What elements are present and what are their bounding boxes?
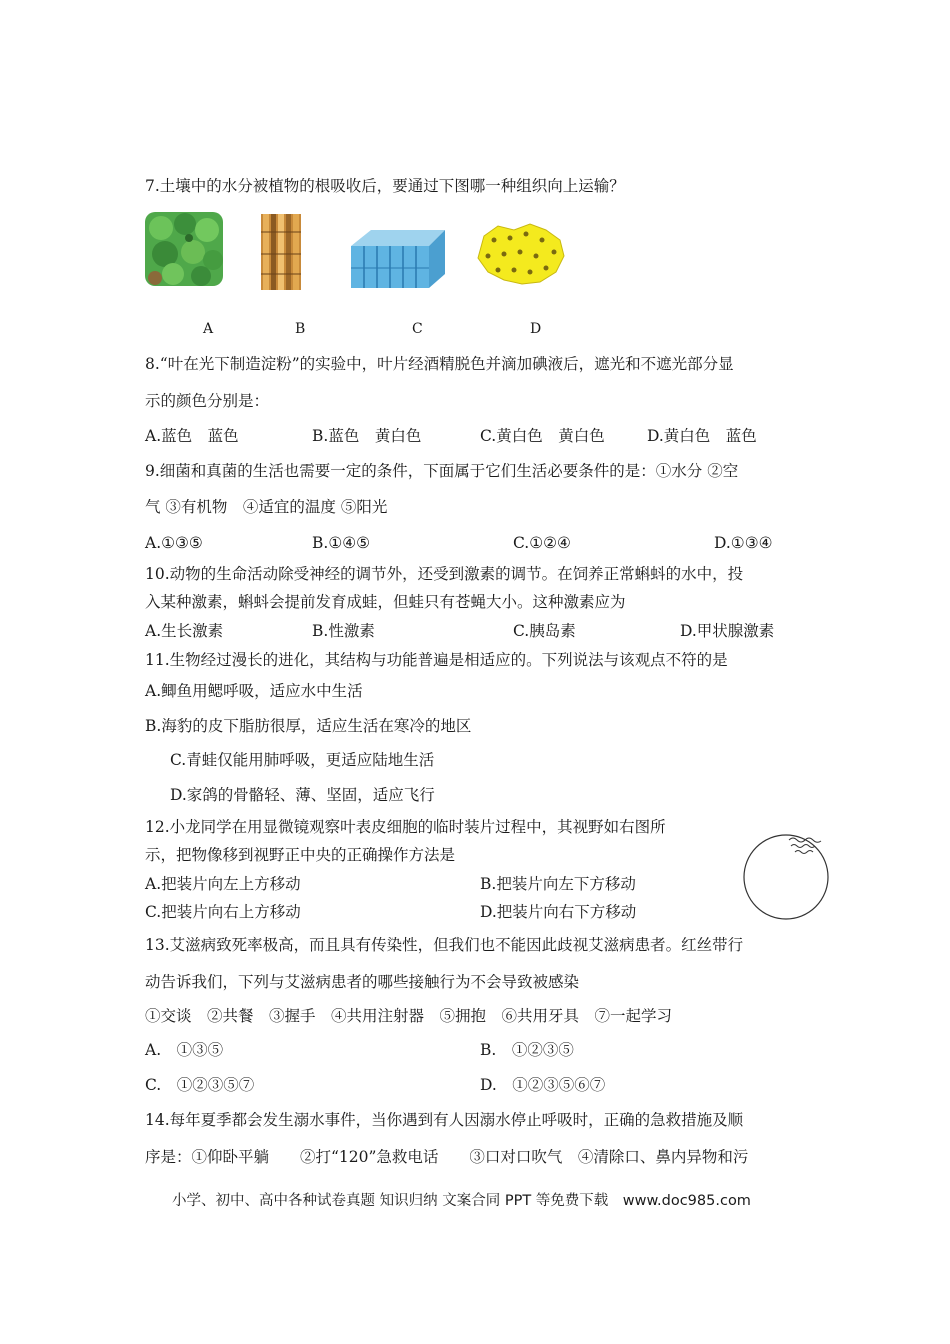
q13-option-d: D. ①②③⑤⑥⑦ [480,1076,606,1094]
tube-tissue-image-b [257,214,305,290]
yellow-tissue-image-d [474,222,566,286]
microscope-field-image [741,832,831,920]
q11-option-b: B.海豹的皮下脂肪很厚，适应生活在寒冷的地区 [145,717,472,735]
q11-option-c: C.青蛙仅能用肺呼吸，更适应陆地生活 [170,751,435,769]
q9-stem-line1: 9.细菌和真菌的生活也需要一定的条件，下面属于它们生活必要条件的是：①水分 ②空 [145,462,739,480]
q9-stem-line2: 气 ③有机物 ④适宜的温度 ⑤阳光 [145,498,388,516]
q7-stem: 7.土壤中的水分被植物的根吸收后，要通过下图哪一种组织向上运输？ [145,177,625,195]
q9-option-b: B.①④⑤ [312,534,371,552]
q9-option-c: C.①②④ [513,534,571,552]
q8-option-b: B.蓝色 黄白色 [312,427,422,445]
q8-stem-line1: 8.“叶在光下制造淀粉”的实验中，叶片经酒精脱色并滴加碘液后，遮光和不遮光部分显 [145,355,734,373]
q13-option-c: C. ①②③⑤⑦ [145,1076,255,1094]
q12-option-d: D.把装片向右下方移动 [480,903,637,921]
green-tissue-image-a [143,208,227,290]
q9-option-d: D.①③④ [714,534,773,552]
q7-label-b: B [295,321,306,337]
q12-stem-line2: 示，把物像移到视野正中央的正确操作方法是 [145,846,456,864]
q9-option-a: A.①③⑤ [145,534,203,552]
q7-label-d: D [530,321,542,337]
q13-stem-line2: 动告诉我们，下列与艾滋病患者的哪些接触行为不会导致被感染 [145,973,580,991]
q14-stem-line2: 序是：①仰卧平躺 ②打“120”急救电话 ③口对口吹气 ④清除口、鼻内异物和污 [145,1148,749,1166]
q13-option-a: A. ①③⑤ [145,1041,224,1059]
q10-option-c: C.胰岛素 [513,622,576,640]
q11-option-d: D.家鸽的骨骼轻、薄、坚固，适应飞行 [170,786,435,804]
q10-stem-line1: 10.动物的生命活动除受神经的调节外，还受到激素的调节。在饲养正常蝌蚪的水中，投 [145,565,744,583]
q11-stem: 11.生物经过漫长的进化，其结构与功能普遍是相适应的。下列说法与该观点不符的是 [145,651,728,669]
blue-tissue-image-c [349,228,447,290]
q12-option-a: A.把装片向左上方移动 [145,875,301,893]
q10-stem-line2: 入某种激素，蝌蚪会提前发育成蛙，但蛙只有苍蝇大小。这种激素应为 [145,593,626,611]
q13-stem-line3: ①交谈 ②共餐 ③握手 ④共用注射器 ⑤拥抱 ⑥共用牙具 ⑦一起学习 [145,1007,673,1025]
q8-option-c: C.黄白色 黄白色 [480,427,605,445]
q13-option-b: B. ①②③⑤ [480,1041,574,1059]
q12-stem-line1: 12.小龙同学在用显微镜观察叶表皮细胞的临时装片过程中，其视野如右图所 [145,818,666,836]
q13-stem-line1: 13.艾滋病致死率极高，而且具有传染性，但我们也不能因此歧视艾滋病患者。红丝带行 [145,936,744,954]
q8-option-a: A.蓝色 蓝色 [145,427,239,445]
q14-stem-line1: 14.每年夏季都会发生溺水事件，当你遇到有人因溺水停止呼吸时，正确的急救措施及顺 [145,1111,744,1129]
q7-label-c: C [412,321,423,337]
q10-option-a: A.生长激素 [145,622,224,640]
q11-option-a: A.鲫鱼用鳃呼吸，适应水中生活 [145,682,363,700]
q7-label-a: A [203,321,214,337]
q10-option-b: B.性激素 [312,622,375,640]
q8-stem-line2: 示的颜色分别是： [145,392,270,410]
q8-option-d: D.黄白色 蓝色 [647,427,757,445]
page-footer: 小学、初中、高中各种试卷真题 知识归纳 文案合同 PPT 等免费下载 www.doc985.com [172,1193,751,1209]
q12-option-b: B.把装片向左下方移动 [480,875,636,893]
q10-option-d: D.甲状腺激素 [680,622,775,640]
q12-option-c: C.把装片向右上方移动 [145,903,301,921]
